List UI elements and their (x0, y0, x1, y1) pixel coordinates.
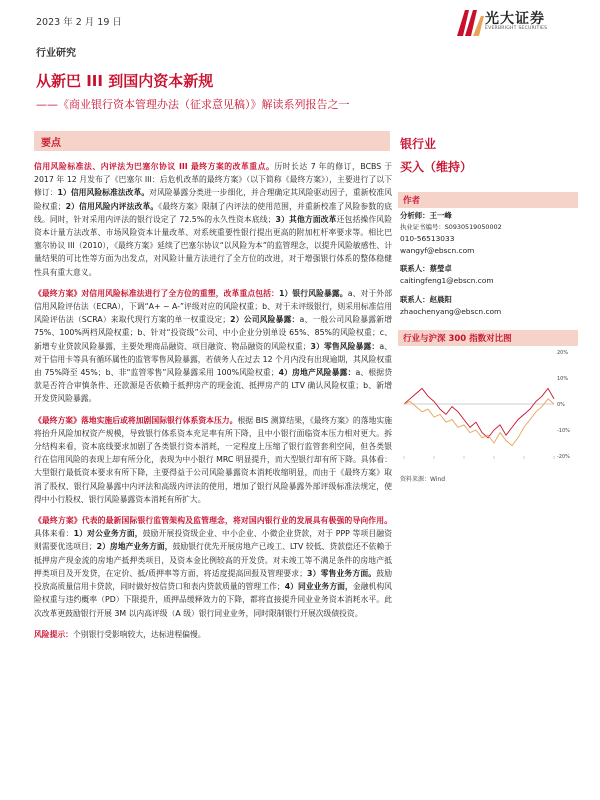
chart-y-tick-label: -10% (557, 428, 570, 434)
brand-name: 光大证券 (485, 11, 545, 27)
report-category: 行业研究 (36, 48, 76, 59)
chart-header (398, 330, 578, 346)
chart-y-tick-label: 10% (557, 376, 569, 382)
chart-series-line (404, 399, 554, 446)
authors-label: 作者 (403, 196, 421, 206)
analyst-email[interactable]: wangyf@ebscn.com (400, 245, 475, 255)
analyst-name: 王一峰 (429, 211, 452, 220)
industry-label: 银行业 (400, 137, 437, 151)
authors-header (398, 192, 578, 208)
analyst-cert: 执业证书编号：S0930519050002 (400, 222, 502, 231)
risk-text: 个别银行受影响较大，达标进程偏慢。 (72, 629, 206, 639)
contact-name: 赵晨阳 (429, 295, 452, 304)
paragraph-domestic-guidance: 《最终方案》代表的最新国际银行监管架构及监管理念，将对国内银行业的发展具有极强的导向作用。具体来看：1）对公业务方面，鼓励开展投资级企业、中小企业、小微企业贷款，对于 PPP 等项目融资则需要优选项目；2）房地产业务方面，鼓励银行优先开展房地产已竣工、LTV 较低、贷款偿还不依赖于抵押房产现金流的房地产抵押类项目，及资本金比例较高的开发贷。对未竣工等不满足条件的房地产抵押类项目及开发贷，在定价、抵/质押率等方面，将适度提高回报及管理要求；3）零售业务方面。鼓励投放高质量信用卡贷款，同时做好按信贷口和表内贷款质量的管理工作；4）同业业务方面，金融机构风险权重与违约概率（PD）下限提升，质押品缓释效力的下降，都将直接提升同业业务资本消耗水平。此次改革更鼓励银行开展 3M 以内高评级（A 级）银行同业业务，同时限制银行开展次级债投资。 (34, 516, 393, 618)
risk-label: 风险提示： (34, 629, 73, 639)
contact-block: 联系人：赵晨阳 zhaochenyang@ebscn.com (400, 295, 502, 316)
brand-english-name: EVERBRIGHT SECURITIES (485, 26, 548, 31)
report-subtitle: ——《商业银行资本管理办法（征求意见稿）》解读系列报告之一 (36, 98, 350, 111)
paragraph-highlight: 《最终方案》对信用风险标准法进行了全方位的重塑，改革重点包括： (34, 288, 279, 298)
paragraph-highlight: 信用风险标准法、内评法为巴塞尔协议 III 最终方案的改革重点。 (34, 162, 275, 171)
index-comparison-chart (398, 346, 578, 468)
paragraph-highlight: 《最终方案》落地实施后或将加剧国际银行体系资本压力。 (34, 415, 238, 425)
analyst-phone: 010-56513033 (400, 234, 455, 243)
contact-email[interactable]: zhaochenyang@ebscn.com (400, 306, 502, 316)
risk-warning (34, 628, 392, 641)
report-date: 2023 年 2 月 19 日 (36, 17, 122, 28)
rating-label: 买入（维持） (400, 160, 473, 174)
key-points-label: 要点 (41, 138, 61, 149)
contact-email[interactable]: caitingfeng1@ebscn.com (400, 275, 494, 285)
chart-y-tick-label: -20% (557, 454, 570, 460)
chart-y-tick-label: 0% (557, 402, 565, 408)
analyst-block: 分析师：王一峰 执业证书编号：S0930519050002 010-56513033 wangyf@ebscn.com (400, 211, 502, 255)
report-title: 从新巴 III 到国内资本新规 (36, 72, 214, 90)
chart-y-tick-label: 20% (557, 350, 569, 356)
paragraph-highlight: 《最终方案》代表的最新国际银行监管架构及监管理念，将对国内银行业的发展具有极强的导向作用。 (34, 516, 392, 526)
key-points-body (34, 160, 392, 649)
chart-title: 行业与沪深 300 指数对比图 (403, 334, 512, 344)
chart-series-line (404, 388, 554, 437)
contact-name: 蔡瑩卓 (429, 264, 452, 273)
paragraph-standard-approach: 《最终方案》对信用风险标准法进行了全方位的重塑，改革重点包括：1）银行风险暴露。a、对于外部信用风险评估法（ECRA），下调“A+ ~ A-”评级对应的风险权重；b、对于未评级银行，则采用标准信用风险评估法（SCRA）来取代现行方案的单一权重设定；2）公司风险暴露：a、一般公司风险暴露新增 75%、100%两档风险权重；b、针对“投资级”公司、中小企业分别单设 65%、85%的风险权重；c、新增专业贷款风险暴露，主要处理商品融资、项目融资、物品融资的风险权重；3）零售风险暴露：a、对于信用卡等具有循环属性的监管零售风险暴露，若债务人在过去 12 个月内没有出现逾期，其风险权重由 75%降至 45%；b、非“监管零售”风险暴露采用 100%风险权重；4）房地产风险暴露：a、根据贷款是否符合审慎条件、还款源是否依赖于抵押房产的现金流、抵押房产的 LTV 确认风险权重；b、新增开发贷风险暴露。 (34, 288, 392, 404)
key-points-header (34, 131, 390, 151)
paragraph-reform-focus: 信用风险标准法、内评法为巴塞尔协议 III 最终方案的改革重点。历时长达 7 年的修订，BCBS 于 2017 年 12 月发布了《巴塞尔 III：后危机改革的最终方案》（以下简称《最终方案》），主要进行了以下修订：1）信用风险标准法改革。对风险暴露分类进一步细化，并合理确定其风险驱动因子，重新校准风险权重；2）信用风险内评法改革。《最终方案》限制了内评法的使用范围，并重新校准了风险参数的底线。同时，针对采用内评法的银行设定了 72.5%的永久性资本底线；3）其他方面改革还包括操作风险资本计量方法改革、市场风险资本计量改革、对系统重要性银行提出更高的附加杠杆率要求等。相比巴塞尔协议 III（2010），《最终方案》延续了巴塞尔协议“以风险为本”的监管理念，以提升风险敏感性、计量结果的可比性等方面为出发点，对风险计量方法进行了全方位的改进，对于增强银行体系的整体稳健性具有重大意义。 (34, 162, 393, 277)
chart-source: 资料来源：Wind (400, 476, 446, 483)
contact-block: 联系人：蔡瑩卓 caitingfeng1@ebscn.com (400, 264, 494, 285)
paragraph-capital-pressure: 《最终方案》落地实施后或将加剧国际银行体系资本压力。根据 BIS 测算结果，《最终方案》的落地实施将抬升风险加权资产规模，导致银行体系资本充足率有所下降，且中小银行面临资本压力相对更大。拆分结构来看，资本底线要求加剧了各类银行资本消耗，一定程度上压缩了银行监管套利空间，但各类银行在信用风险的表现上却有所分化，表现为中小银行 MRC 明显提升，而大型银行却有所下降。具体看：大型银行最低资本要求有所下降，主要得益于公司风险暴露资本消耗收缩明显，而由于《最终方案》取消了股权、银行风险暴露中内评法和高级内评法的使用，增加了银行风险暴露外部评级标准法规定，使得中小行股权、银行风险暴露资本消耗有所扩大。 (34, 415, 393, 504)
